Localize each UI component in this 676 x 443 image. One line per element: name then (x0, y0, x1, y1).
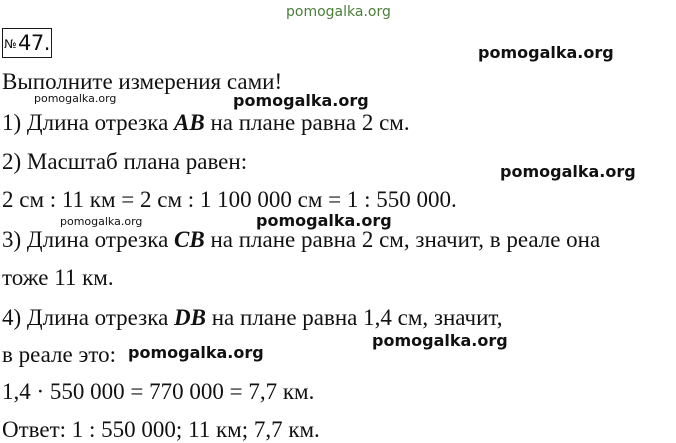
step-3 (2, 228, 600, 251)
step-3-text-a: 3) Длина отрезка (2, 227, 175, 252)
step-3-text-b: на плане равна 2 см, значит, в реале она (204, 227, 601, 252)
watermark: pomogalka.org (34, 92, 117, 105)
step-2: 2) Масштаб плана равен: (2, 149, 248, 174)
exercise-number: 47. (18, 31, 50, 55)
segment-cb: CB (174, 227, 205, 252)
exercise-number-box (2, 28, 52, 58)
watermark: pomogalka.org (256, 211, 392, 230)
watermark: pomogalka.org (478, 43, 614, 62)
watermark: pomogalka.org (500, 162, 636, 181)
step-4-text-a: 4) Длина отрезка (2, 305, 175, 330)
watermark: pomogalka.org (233, 91, 369, 110)
step-3-continuation: тоже 11 км. (2, 265, 114, 290)
watermark: pomogalka.org (372, 331, 508, 350)
step-4-continuation: в реале это: (2, 342, 116, 367)
scale-equation: 2 см : 11 км = 2 см : 1 100 000 см = 1 : 550 000. (2, 187, 457, 212)
intro-text: Выполните измерения сами! (2, 69, 283, 94)
answer: Ответ: 1 : 550 000; 11 км; 7,7 км. (2, 417, 320, 442)
watermark-top: pomogalka.org (286, 4, 391, 20)
segment-ab: AB (174, 110, 205, 135)
step-4 (2, 306, 503, 329)
calculation: 1,4 · 550 000 = 770 000 = 7,7 км. (2, 379, 315, 404)
segment-db: DB (174, 305, 206, 330)
step-1 (2, 111, 410, 134)
step-1-text-a: 1) Длина отрезка (2, 110, 175, 135)
watermark: pomogalka.org (60, 215, 143, 228)
number-sign: № (4, 37, 17, 51)
step-4-text-b: на плане равна 1,4 см, значит, (206, 305, 503, 330)
step-1-text-b: на плане равна 2 см. (204, 110, 410, 135)
watermark: pomogalka.org (128, 343, 264, 362)
